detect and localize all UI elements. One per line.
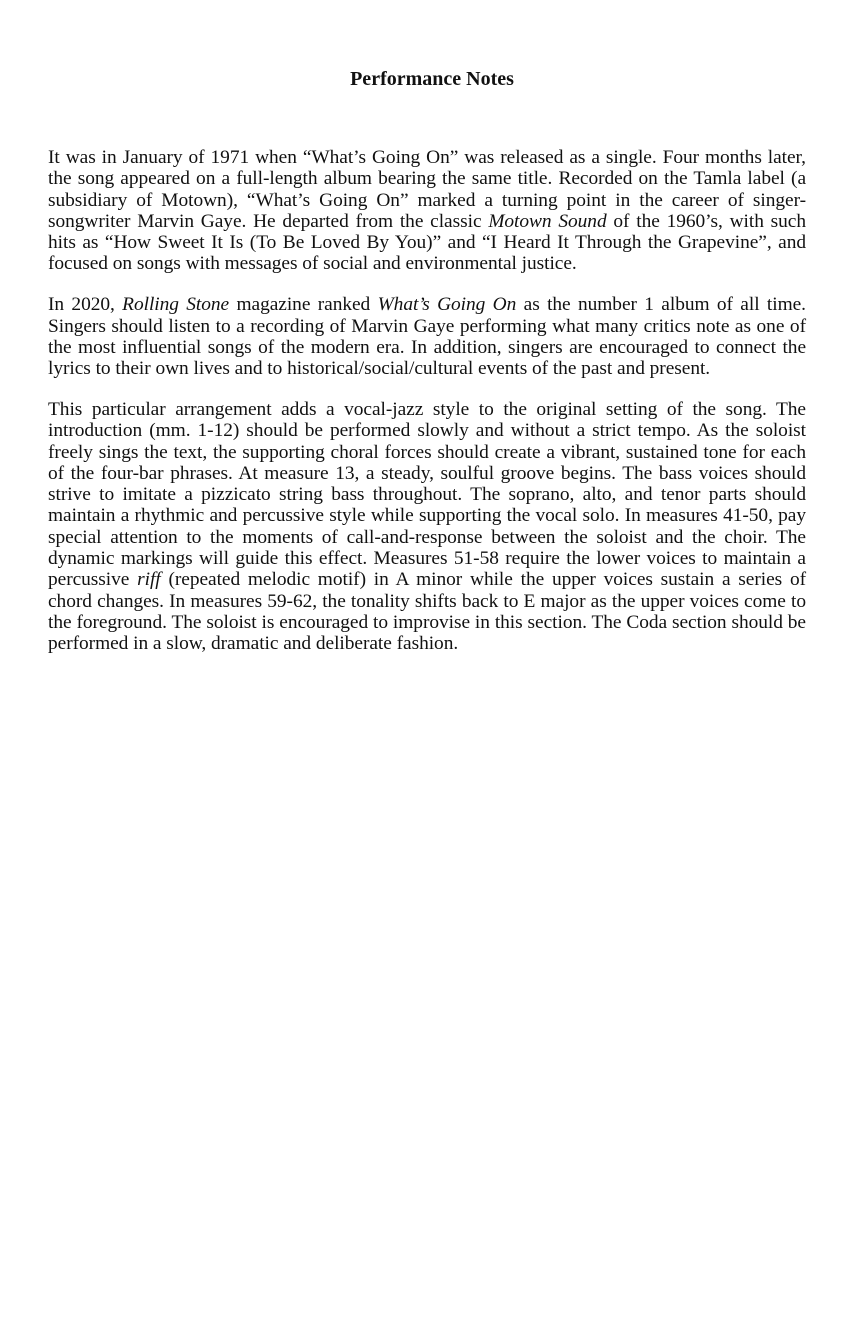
paragraph-text: In 2020, bbox=[48, 294, 123, 316]
paragraph-text: (repeated melodic motif) in A minor while the upper voices sustain a series of chord changes. In measures 59-62, the tonality shifts back to E major as the upper voices come to the foreground. The soloist is encouraged to improvise in this section. The Coda section should be performed in a slow, dramatic and deliberate fashion. bbox=[48, 569, 806, 655]
document-body bbox=[48, 147, 806, 674]
paragraph-text: It was in January of 1971 when “What’s Going On” was released as a single. Four months later, the song appeared on a full-length album bearing the same title. Recorded on the Tamla label (a subsidiary of Motown), “What’s Going On” marked a turning point in the career of singer-songwriter Marvin Gaye. He departed from the classic bbox=[48, 147, 806, 232]
italic-text: Motown Sound bbox=[488, 210, 607, 232]
paragraph-release-history bbox=[48, 147, 806, 275]
paragraph-text: This particular arrangement adds a vocal-jazz style to the original setting of the song. The introduction (mm. 1-12) should be performed slowly and without a strict tempo. As the soloist freely sings the text, the supporting choral forces should create a vibrant, sustained tone for each of the four-bar phrases. At measure 13, a steady, soulful groove begins. The bass voices should strive to imitate a pizzicato string bass throughout. The soprano, alto, and tenor parts should maintain a rhythmic and percussive style while supporting the vocal solo. In measures 41-50, pay special attention to the moments of call-and-response between the soloist and the choir. The dynamic markings will guide this effect. Measures 51-58 require the lower voices to maintain a percussive bbox=[48, 398, 806, 591]
italic-text: Rolling Stone bbox=[122, 294, 230, 316]
paragraph-text: of the 1960’s, with such hits as “How Sweet It Is (To Be Loved By You)” and “I Heard It Through the Grapevine”, and focused on songs with messages of social and environmental justice. bbox=[48, 210, 806, 275]
paragraph-arrangement-notes bbox=[48, 399, 806, 655]
paragraph-legacy bbox=[48, 294, 806, 379]
italic-text: What’s Going On bbox=[377, 294, 517, 316]
italic-text: riff bbox=[137, 569, 161, 591]
paragraph-text: as the number 1 album of all time. Singers should listen to a recording of Marvin Gaye performing what many critics note as one of the most influential songs of the modern era. In addition, singers are encouraged to connect the lyrics to their own lives and to historical/social/cultural events of the past and present. bbox=[48, 294, 806, 380]
page-title: Performance Notes bbox=[350, 68, 514, 90]
paragraph-text: magazine ranked bbox=[229, 294, 378, 316]
